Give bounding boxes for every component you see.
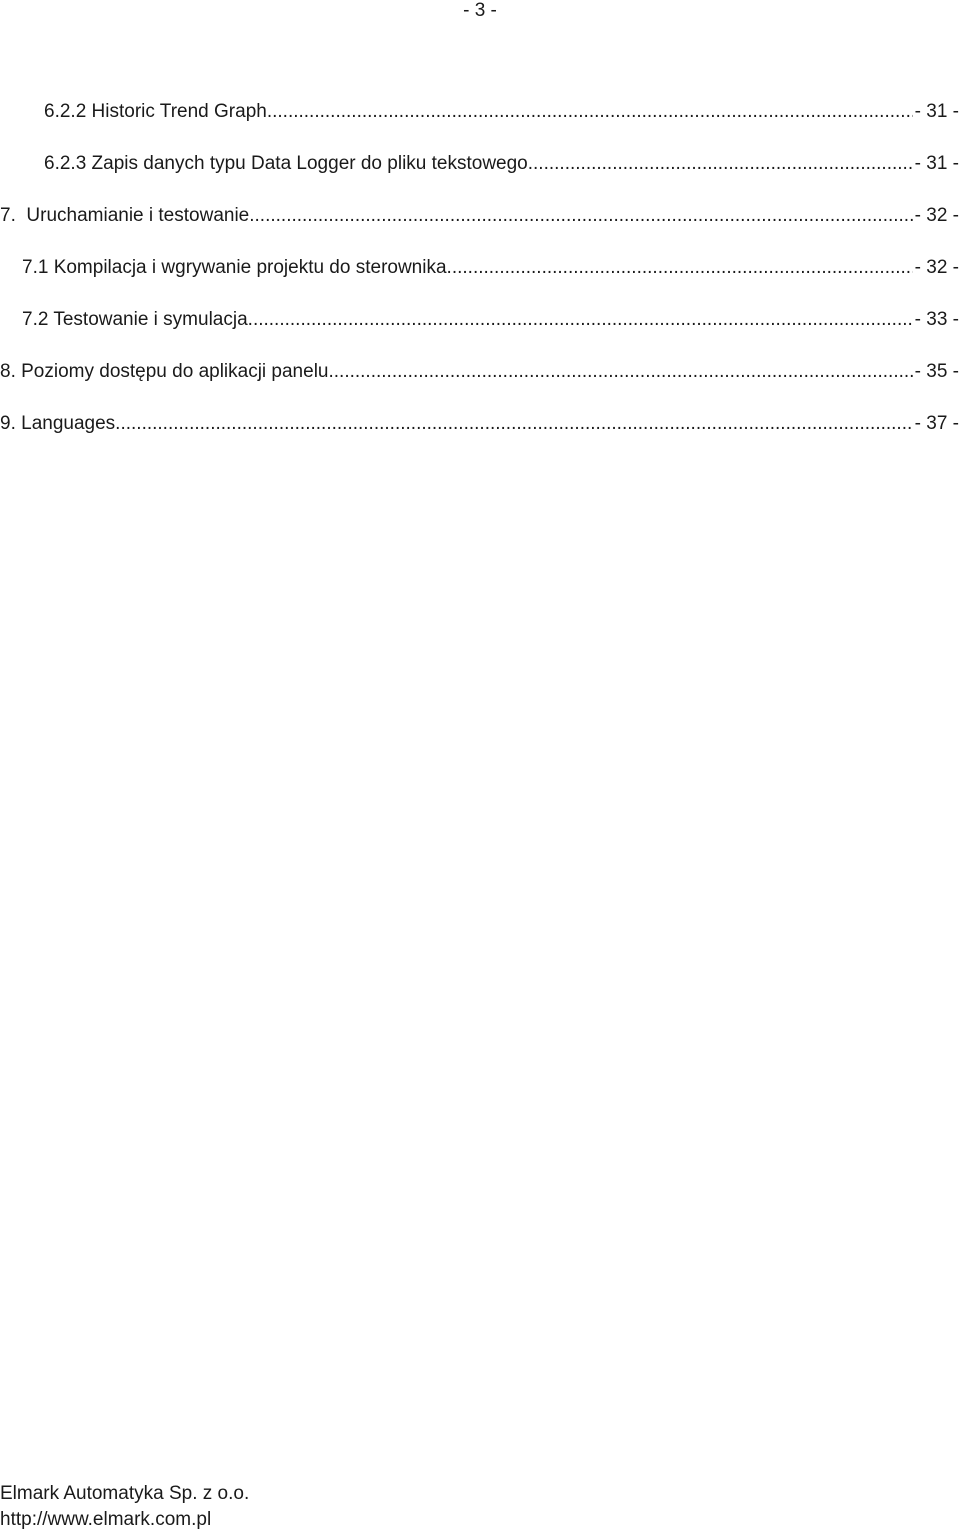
toc-entry-title: 7.2 Testowanie i symulacja. (22, 309, 253, 330)
toc-dot-leader (267, 100, 913, 124)
toc-dot-leader (528, 152, 913, 176)
toc-entry-7-2[interactable] (22, 308, 959, 332)
toc-dot-leader (447, 256, 913, 280)
toc-entry-7-1[interactable] (22, 256, 959, 280)
toc-entry-title: 7.1 Kompilacja i wgrywanie projektu do sterownika (22, 257, 447, 278)
toc-dot-leader (255, 204, 913, 228)
table-of-contents (0, 0, 960, 450)
toc-dot-leader (253, 308, 913, 332)
toc-entry-title: 7. Uruchamianie i testowanie. (0, 205, 255, 226)
toc-entry-title: 8. Poziomy dostępu do aplikacji panelu (0, 361, 329, 382)
toc-entry-page: - 32 - (914, 257, 959, 278)
toc-dot-leader (328, 360, 912, 384)
toc-entry-7[interactable] (0, 204, 959, 228)
toc-entry-page: - 35 - (914, 361, 959, 382)
page-footer (0, 1481, 249, 1533)
toc-dot-leader (115, 412, 912, 436)
toc-entry-title: 9. Languages (0, 413, 116, 434)
footer-company: Elmark Automatyka Sp. z o.o. (0, 1483, 250, 1504)
toc-entry-page: - 31 - (914, 153, 959, 174)
footer-website: http://www.elmark.com.pl (0, 1509, 212, 1530)
toc-entry-9[interactable] (0, 412, 959, 436)
toc-entry-page: - 33 - (914, 309, 959, 330)
toc-entry-page: - 37 - (914, 413, 959, 434)
toc-entry-title: 6.2.3 Zapis danych typu Data Logger do pliku tekstowego (44, 153, 528, 174)
toc-entry-6-2-3[interactable] (44, 152, 959, 176)
toc-entry-title: 6.2.2 Historic Trend Graph (44, 101, 267, 122)
toc-entry-6-2-2[interactable] (44, 100, 959, 124)
page-number: - 3 - (463, 0, 497, 21)
toc-entry-page: - 31 - (914, 101, 959, 122)
toc-entry-page: - 32 - (914, 205, 959, 226)
toc-entry-8[interactable] (0, 360, 959, 384)
